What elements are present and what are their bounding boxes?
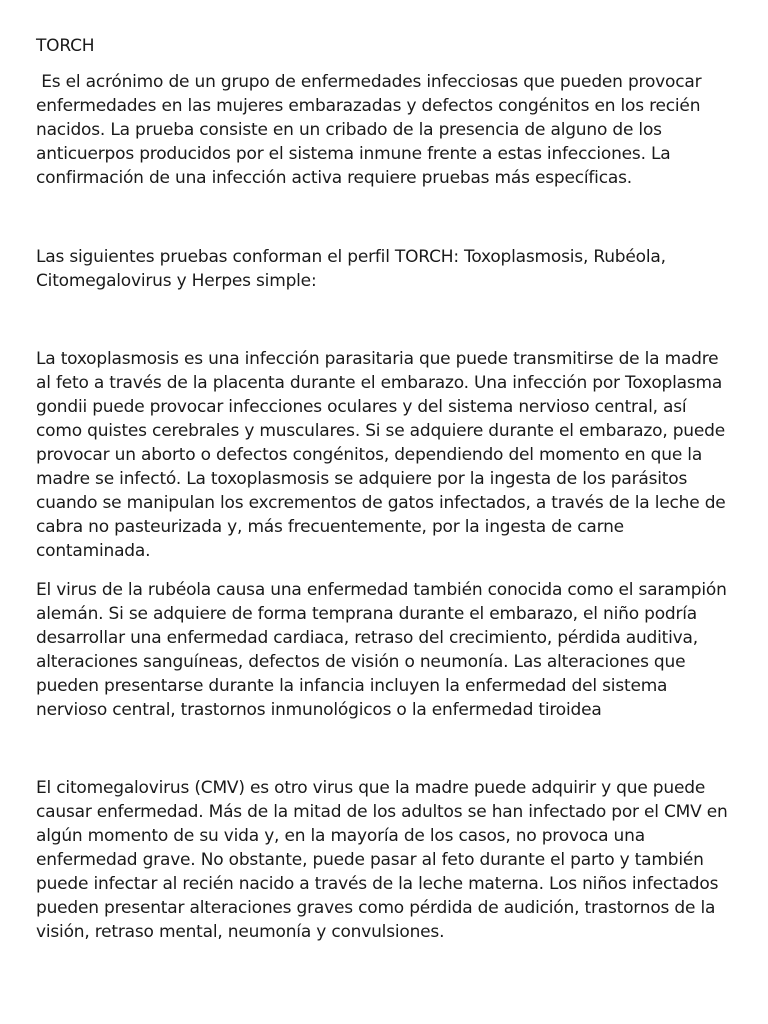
paragraph-toxoplasmosis: La toxoplasmosis es una infección parasitaria que puede transmitirse de la madre al feto a través de la placenta durante el embarazo. Una infección por Toxoplasma gondii puede provocar infecciones oculares y del sistema nervioso central, así como quistes cerebrales y musculares. Si se adquiere durante el embarazo, puede provocar un aborto o defectos congénitos, dependiendo del momento en que la madre se infectó. La toxoplasmosis se adquiere por la ingesta de los parásitos cuando se manipulan los excrementos de gatos infectados, a través de la leche de cabra no pasteurizada y, más frecuentemente, por la ingesta de carne contaminada. xyxy=(36,349,726,561)
document-title: TORCH xyxy=(36,36,95,56)
paragraph-cytomegalovirus: El citomegalovirus (CMV) es otro virus que la madre puede adquirir y que puede causar enfermedad. Más de la mitad de los adultos se han infectado por el CMV en algún momento de su vida y, en la mayoría de los casos, no provoca una enfermedad grave. No obstante, puede pasar al feto durante el parto y también puede infectar al recién nacido a través de la leche materna. Los niños infectados pueden presentar alteraciones graves como pérdida de audición, trastornos de la visión, retraso mental, neumonía y convulsiones. xyxy=(36,778,728,942)
paragraph-torch-profile: Las siguientes pruebas conforman el perfil TORCH: Toxoplasmosis, Rubéola, Citomegalovirus y Herpes simple: xyxy=(36,247,666,291)
paragraph-torch-definition: Es el acrónimo de un grupo de enfermedades infecciosas que pueden provocar enfermedades en las mujeres embarazadas y defectos congénitos en los recién nacidos. La prueba consiste en un cribado de la presencia de alguno de los anticuerpos producidos por el sistema inmune frente a estas infecciones. La confirmación de una infección activa requiere pruebas más específicas. xyxy=(36,72,707,188)
paragraph-rubella: El virus de la rubéola causa una enfermedad también conocida como el sarampión alemán. Si se adquiere de forma temprana durante el embarazo, el niño podría desarrollar una enfermedad cardiaca, retraso del crecimiento, pérdida auditiva, alteraciones sanguíneas, defectos de visión o neumonía. Las alteraciones que pueden presentarse durante la infancia incluyen la enfermedad del sistema nervioso central, trastornos inmunológicos o la enfermedad tiroidea xyxy=(36,580,727,720)
